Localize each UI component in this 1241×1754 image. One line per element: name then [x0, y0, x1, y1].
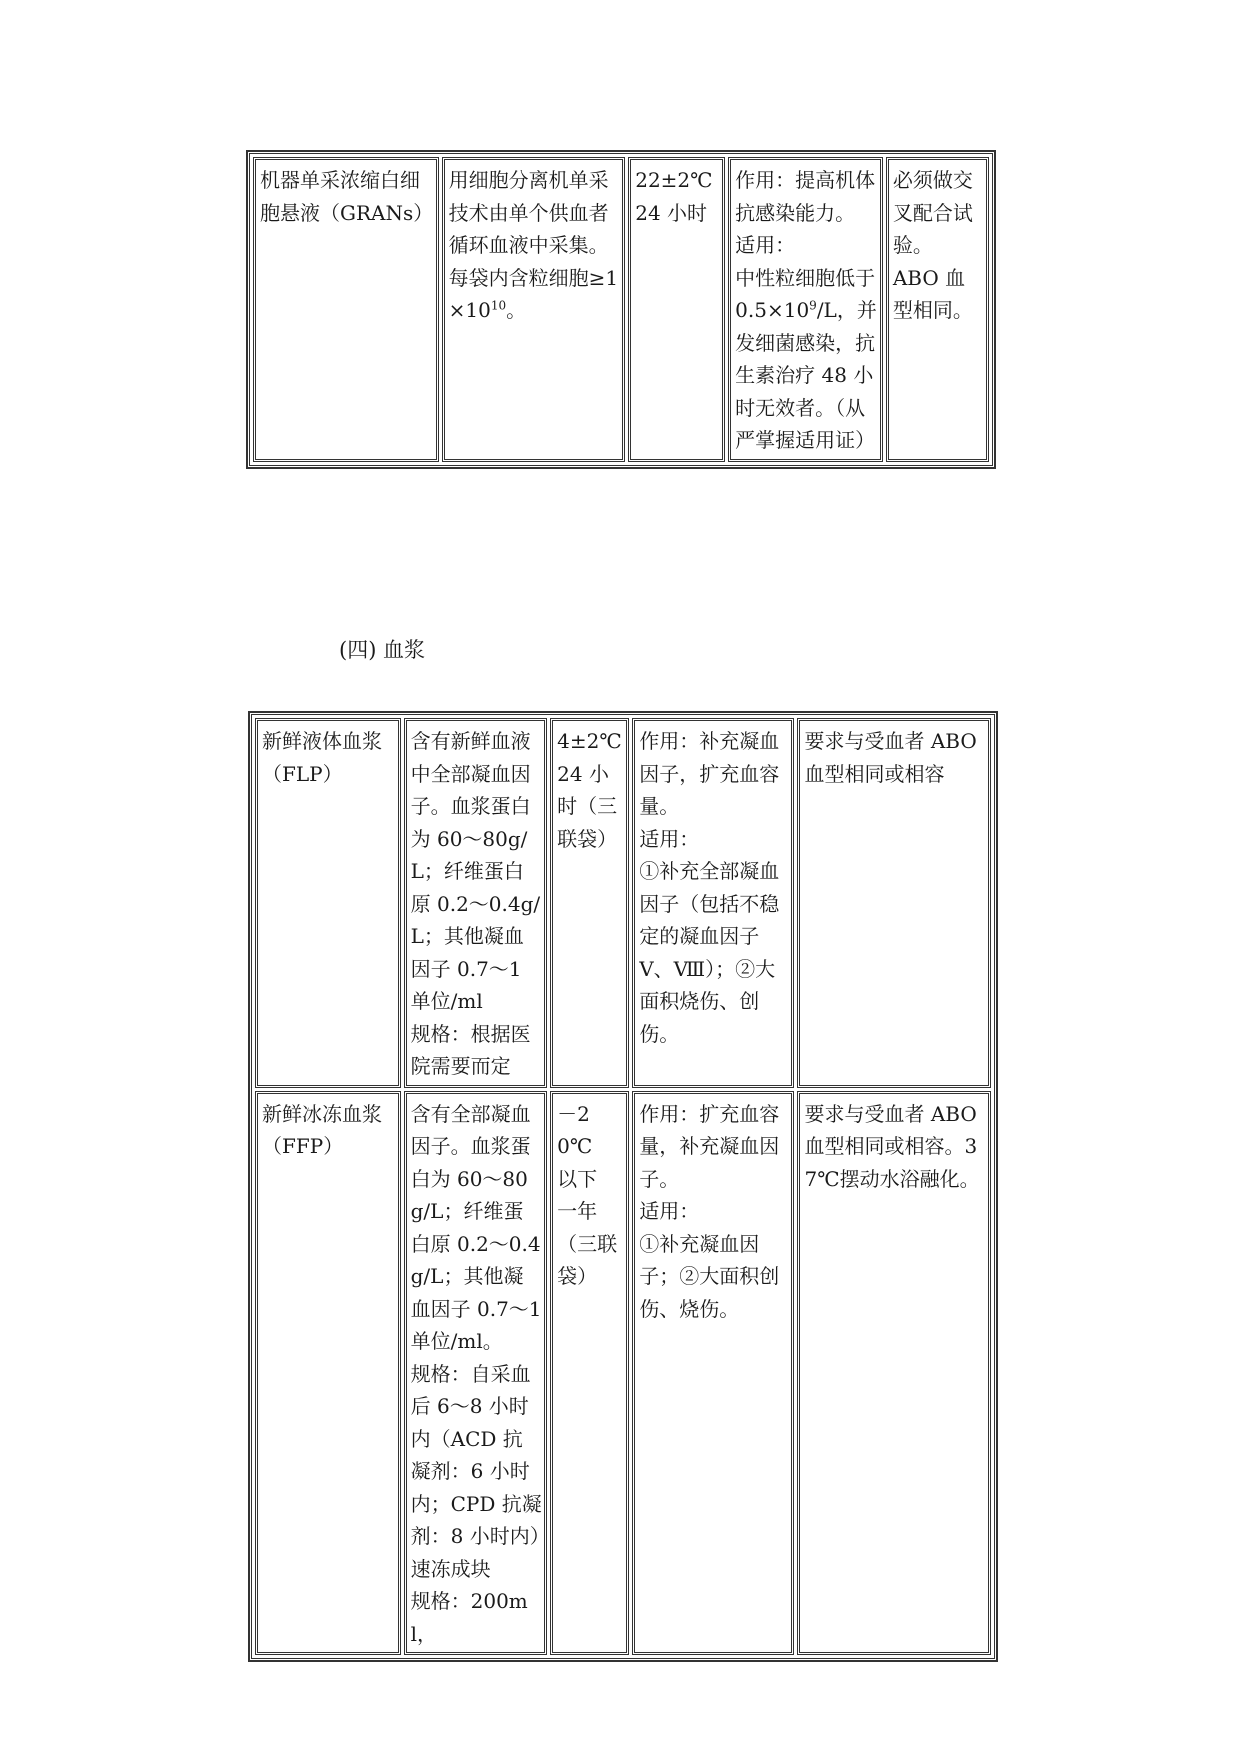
- exponent: 10: [490, 298, 507, 313]
- preparation-text: 用细胞分离机单采技术由单个供血者循环血液中采集。每袋内含粒细胞≥1×10: [448, 168, 619, 322]
- exponent: 9: [809, 298, 817, 313]
- table-row: [255, 1091, 991, 1656]
- usage-cell: [728, 157, 883, 462]
- preparation-cell: 含有全部凝血因子。血浆蛋白为 60～80g/L；纤维蛋白原 0.2～0.4g/L；其他凝血因子 0.7～1 单位/ml。 规格：自采血后 6～8 小时内（ACD 抗凝剂：6 小时内；CPD 抗凝剂：8 小时内）速冻成块 规格：200ml，: [404, 1091, 548, 1656]
- preparation-cell: [442, 157, 626, 462]
- table-row: [255, 718, 991, 1088]
- storage-cell: 22±2℃ 24 小时: [628, 157, 725, 462]
- storage-cell: －20℃ 以下 一年 （三联袋）: [550, 1091, 629, 1656]
- table-row: [253, 157, 989, 462]
- section-heading: (四) 血浆: [339, 638, 426, 662]
- product-name-cell: 新鲜冰冻血浆（FFP）: [255, 1091, 401, 1656]
- preparation-cell: 含有新鲜血液中全部凝血因子。血浆蛋白为 60～80g/L；纤维蛋白原 0.2～0.4g/L；其他凝血因子 0.7～1 单位/ml 规格：根据医院需要而定: [404, 718, 548, 1088]
- usage-text-end: /L，并发细菌感染，抗生素治疗 48 小 时无效者。（从严掌握适用证）: [735, 298, 877, 452]
- product-name-cell: 机器单采浓缩白细胞悬液（GRANs）: [253, 157, 439, 462]
- product-name-cell: 新鲜液体血浆（FLP）: [255, 718, 401, 1088]
- usage-cell: 作用：补充凝血因子，扩充血容量。 适用： ①补充全部凝血因子（包括不稳定的凝血因子 V、Ⅷ）；②大面积烧伤、创伤。: [632, 718, 794, 1088]
- usage-cell: 作用：扩充血容量，补充凝血因子。 适用： ①补充凝血因子；②大面积创伤、烧伤。: [632, 1091, 794, 1656]
- note-cell: 必须做交叉配合试验。 ABO 血型相同。: [886, 157, 989, 462]
- granulocyte-table: [247, 151, 995, 468]
- plasma-table: [249, 712, 997, 1661]
- note-cell: 要求与受血者 ABO 血型相同或相容: [797, 718, 991, 1088]
- usage-text: 作用：提高机体抗感染能力。 适用： 中性粒细胞低于 0.5×10: [735, 168, 876, 322]
- note-cell: 要求与受血者 ABO 血型相同或相容。37℃摆动水浴融化。: [797, 1091, 991, 1656]
- preparation-text-end: 。: [506, 298, 527, 322]
- storage-cell: 4±2℃ 24 小时（三联袋）: [550, 718, 629, 1088]
